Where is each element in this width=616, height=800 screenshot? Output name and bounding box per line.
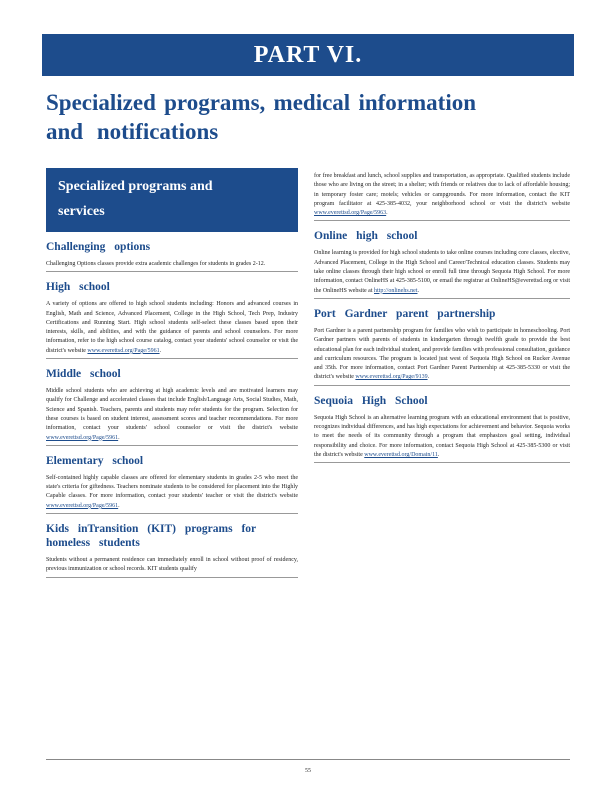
section-heading: Online high school [314,230,418,243]
section-link[interactable]: www.everettsd.org/Page/5961 [46,502,119,509]
section-divider [314,462,570,463]
section-divider [46,513,298,514]
box-heading-line-2: services [58,204,105,219]
section-heading: Middle school [46,368,121,381]
section-link[interactable]: http://onlinehs.net [374,287,418,294]
page-title-line-2: and notifications [46,119,219,144]
section-port-gardner [314,307,570,386]
section-kit [46,522,298,578]
section-link[interactable]: www.everettsd.org/Page/5961 [87,347,160,354]
section-heading: Sequoia High School [314,394,428,407]
section-link[interactable]: www.everettsd.org/Domain/11 [364,451,438,458]
section-text: Self-contained highly capable classes are offered for elementary students in grades 2-5 who meet the state's criteria for giftedness. Teachers nominate students to be considered for placement into the Highly Capable classes. For more information, contact your students' teacher or visit the district's website [46,474,298,500]
section-text: Students without a permanent residence can immediately enroll in school without proof of residency, previous immunization or school records. KIT students qualify [46,557,298,573]
section-elementary [46,454,298,514]
section-body: Middle school students who are achieving at high academic levels and are motivated learners may qualify for Challenge and accelerated classes that include English/Language Arts, Social Studies, Math, Science and Spanish. Teachers, parents and students may refer students for the program. Selection for these courses is based on student interest, assessment scores and teacher recommendations. For more information, contact your students' school counselor or visit the district's website www.everettsd.org/Page/5961. [46,388,298,441]
section-text: Challenging Options classes provide extra academic challenges for students in grades 2-12. [46,261,266,267]
footer-rule [46,759,570,760]
section-link[interactable]: www.everettsd.org/Page/9139 [355,374,428,381]
section-heading: Kids inTransition (KIT) programs for homeless students [46,523,256,550]
section-text: Port Gardner is a parent partnership program for families who wish to participate in homeschooling. Port Gardner partners with parents of students in kindergarten through twelfth grade to provide the best educational plan for each individual student, and provide families with professional consultation, guidance and curriculum resources. The program is located just west of Sequoia High School on Rucker Avenue and 35th. For more information, contact Port Gardner Parent Partnership at 425-385-5330 or visit the district's website [314,327,570,381]
left-column [46,168,298,581]
section-text: Online learning is provided for high school students to take online courses including core classes, elective, Advanced Placement, College in the High School and Career/Technical education classes. Students may take online classes through their high school or enroll full time through Sequoia High School. For more information, contact OnlineHS at 425-385-5100, or email the registrar at OnlineHS@everettsd.org or visit the OnlineHS website at [314,250,570,294]
section-body: Self-contained highly capable classes are offered for elementary students in grades 2-5 who meet the state's criteria for giftedness. Teachers nominate students to be considered for placement into the Highly Capable classes. For more information, contact your students' teacher or visit the district's website www.everettsd.org/Page/5961. [46,474,298,509]
section-text: for free breakfast and lunch, school supplies and transportation, as appropriate. Qualified students include those who are living on the street; in a shelter; with friends or relatives due to lack of affordable housing; in temporary foster care; motels; vehicles or campgrounds. For more information, contact the KIT program facilitator at 425-385-4032, your neighborhood school or visit the district's website [314,173,570,207]
section-divider [314,298,570,299]
page-title [46,88,476,146]
section-body: A variety of options are offered to high school students including: Honors and advanced courses in English, Math and Science, Advanced Placement, College in the High School, Tech Prep, Industry Certifications and Running Start. High school students self-select these classes based upon their interests, skills, and abilities, and with the guidance of parents and school counselors. For more information, refer to the high school course catalog, contact your students' school counselor or visit the district's website www.everettsd.org/Page/5961. [46,301,298,354]
section-kit-cont [314,172,570,221]
page-title-line-1: Specialized programs, medical information [46,90,476,115]
right-column [314,172,570,466]
section-text: Sequoia High School is an alternative learning program with an educational environment that is positive, recognizes individual differences, and has high expectations for achievement and behavior. Sequoia works to meet the needs of its community through a program that emphasizes goal setting, individual responsibility and choice. For more information, contact Sequoia High School at 425-385-5300 or visit the district's website [314,414,570,458]
section-divider [314,220,570,221]
section-heading: Elementary school [46,454,144,467]
section-body: for free breakfast and lunch, school supplies and transportation, as appropriate. Qualified students include those who are living on the street; in a shelter; with friends or relatives due to lack of affordable housing; in temporary foster care; motels; vehicles or campgrounds. For more information, contact the KIT program facilitator at 425-385-4032, your neighborhood school or visit the district's website www.everettsd.org/Page/5963. [314,173,570,217]
section-sequoia [314,394,570,463]
section-body: Online learning is provided for high school students to take online courses including core classes, elective, Advanced Placement, College in the High School and Career/Technical education classes. Students may take online classes through their high school or enroll full time through Sequoia High School. For more information, contact OnlineHS at 425-385-5100, or email the registrar at OnlineHS@everettsd.org or visit the OnlineHS website at http://onlinehs.net. [314,250,570,294]
section-link[interactable]: www.everettsd.org/Page/5961 [46,434,119,441]
section-box-heading [46,168,298,232]
section-heading: Challenging options [46,241,151,253]
section-high-school [46,280,298,359]
section-divider [46,358,298,359]
part-banner: PART VI. [42,34,574,76]
section-challenging [46,240,298,272]
section-middle-school [46,367,298,446]
section-text: Middle school students who are achieving at high academic levels and are motivated learners may qualify for Challenge and accelerated classes that include English/Language Arts, Social Studies, Math, Science and Spanish. Teachers, parents and students may refer students for the program. Selection for these courses is based on student interest, assessment scores and teacher recommendations. For more information, contact your students' school counselor or visit the district's website [46,388,298,432]
section-heading: Port Gardner parent partnership [314,307,496,320]
section-divider [46,445,298,446]
box-heading-line-1: Specialized programs and [58,179,213,194]
section-divider [314,385,570,386]
section-body [46,260,298,269]
section-body: Port Gardner is a parent partnership program for families who wish to participate in homeschooling. Port Gardner partners with parents of students in kindergarten through twelfth grade to provide the best educational plan for each individual student, and provide families with professional consultation, guidance and curriculum resources. The program is located just west of Sequoia High School on Rucker Avenue and 35th. For more information, contact Port Gardner Parent Partnership at 425-385-5330 or visit the district's website www.everettsd.org/Page/9139. [314,327,570,381]
section-heading: High school [46,281,110,294]
page-number: 55 [305,768,311,774]
section-body [46,556,298,575]
section-link[interactable]: www.everettsd.org/Page/5963 [314,210,387,217]
section-divider [46,577,298,578]
section-text: A variety of options are offered to high school students including: Honors and advanced courses in English, Math and Science, Advanced Placement, College in the High School, Tech Prep, Industry Certifications and Running Start. High school students self-select these classes based upon their interests, skills, and abilities, and with the guidance of parents and school counselors. For more information, refer to the high school course catalog, contact your students' school counselor or visit the district's website [46,301,298,354]
section-body: Sequoia High School is an alternative learning program with an educational environment that is positive, recognizes individual differences, and has high expectations for achievement and behavior. Sequoia works to meet the needs of its community through a program that emphasizes goal setting, individual responsibility and choice. For more information, contact Sequoia High School at 425-385-5300 or visit the district's website www.everettsd.org/Domain/11. [314,414,570,458]
section-divider [46,271,298,272]
section-online [314,229,570,298]
